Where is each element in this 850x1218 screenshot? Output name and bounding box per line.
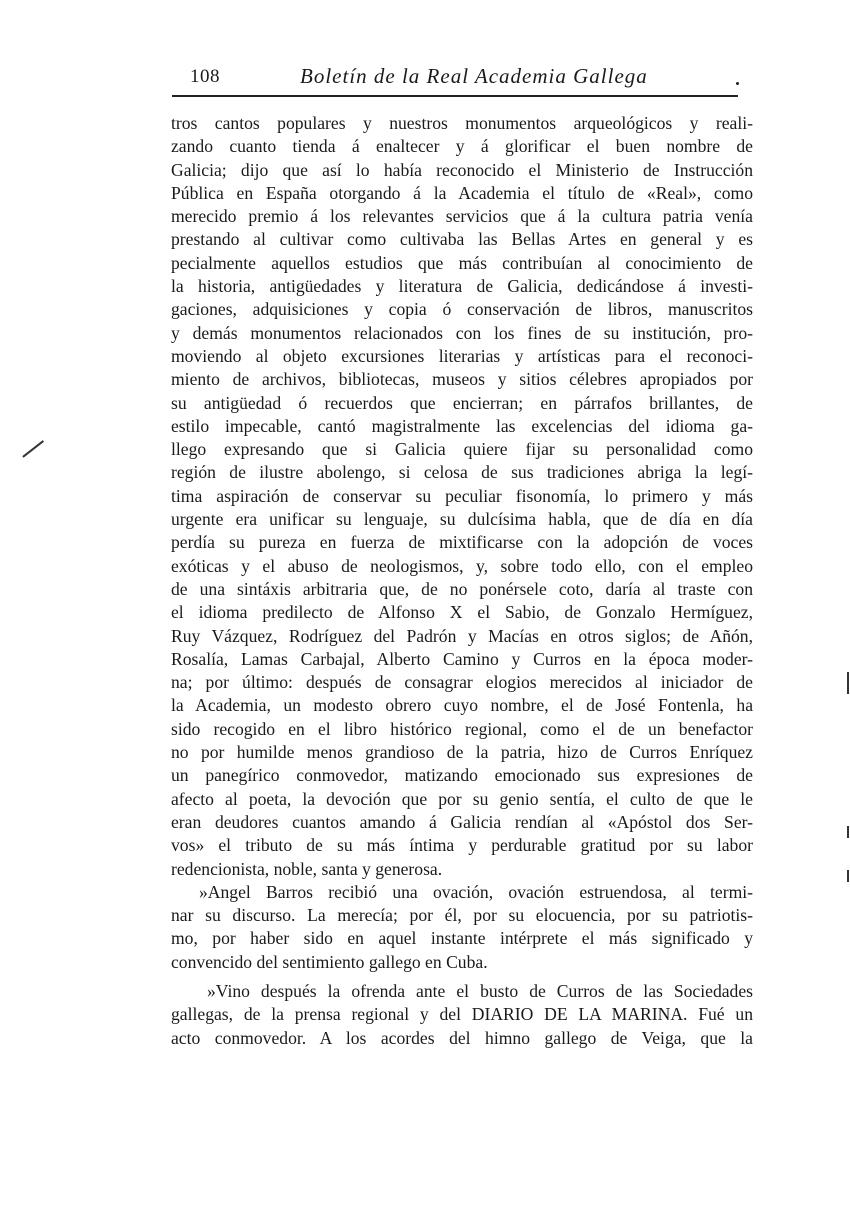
text-line: tros cantos populares y nuestros monumentos arqueológicos y reali-: [171, 113, 753, 133]
text-line: miento de archivos, bibliotecas, museos y sitios célebres apropiados por: [171, 369, 753, 390]
margin-tick: [847, 826, 849, 838]
text-line: na; por último: después de consagrar elogios merecidos al iniciador de: [171, 672, 753, 693]
text-line: redencionista, noble, santa y generosa.: [171, 858, 443, 879]
text-line: gallegas, de la prensa regional y del DIARIO DE LA MARINA. Fué un: [171, 1004, 753, 1025]
margin-tick: [847, 870, 849, 882]
text-line: pecialmente aquellos estudios que más contribuían al conocimiento de: [171, 252, 753, 273]
text-line: exóticas y el abuso de neologismos, y, sobre todo ello, con el empleo: [171, 555, 753, 576]
text-line: la Academia, un modesto obrero cuyo nombre, el de José Fontenla, ha: [171, 695, 753, 716]
text-line: moviendo al objeto excursiones literarias y artísticas para el reconoci-: [171, 345, 753, 366]
text-line: acto conmovedor. A los acordes del himno gallego de Veiga, que la: [171, 1027, 753, 1048]
text-line: estilo impecable, cantó magistralmente las excelencias del idioma ga-: [171, 415, 753, 436]
text-line: Galicia; dijo que así lo había reconocido el Ministerio de Instrucción: [171, 159, 753, 180]
text-line: vos» el tributo de su más íntima y perdurable gratitud por su labor: [171, 835, 753, 856]
header-rule: [172, 95, 738, 97]
page-header: [172, 62, 742, 92]
text-line: afecto al poeta, la devoción que por su genio sentía, el culto de que le: [171, 788, 753, 809]
text-line: y demás monumentos relacionados con los fines de su institución, pro-: [171, 322, 753, 343]
text-line: Pública en España otorgando á la Academia el título de «Real», como: [171, 182, 753, 203]
text-line: gaciones, adquisiciones y copia ó conservación de libros, manuscritos: [171, 299, 753, 320]
text-line: sido recogido en el libro histórico regional, como el de un benefactor: [171, 718, 753, 739]
text-line: mo, por haber sido en aquel instante intérprete el más significado y: [171, 928, 753, 949]
text-line: no por humilde menos grandioso de la patria, hizo de Curros Enríquez: [171, 742, 753, 763]
text-line: eran deudores cuantos amando á Galicia rendían al «Apóstol dos Ser-: [171, 811, 753, 832]
text-line: su antigüedad ó recuerdos que encierran; en párrafos brillantes, de: [171, 392, 753, 413]
page-number: 108: [190, 66, 220, 87]
text-line: prestando al cultivar como cultivaba las Bellas Artes en general y es: [171, 229, 753, 250]
text-line: perdía su pureza en fuerza de mixtificarse con la adopción de voces: [171, 532, 753, 553]
text-line: de una sintáxis arbitraria que, de no ponérsele coto, daría al traste con: [171, 578, 753, 599]
margin-tick: [847, 672, 849, 694]
text-line: la historia, antigüedades y literatura de Galicia, dedicándose á investi-: [171, 276, 753, 297]
text-line: Rosalía, Lamas Carbajal, Alberto Camino y Curros en la época moder-: [171, 648, 753, 669]
text-line: tima aspiración de conservar su peculiar fisonomía, lo primero y más: [171, 485, 753, 506]
text-line: Ruy Vázquez, Rodríguez del Padrón y Macías en otros siglos; de Añón,: [171, 625, 753, 646]
header-dot: [736, 82, 739, 85]
text-line: el idioma predilecto de Alfonso X el Sabio, de Gonzalo Hermíguez,: [171, 602, 753, 623]
margin-scratch: [22, 440, 43, 457]
text-line: región de ilustre abolengo, si celosa de sus tradiciones abriga la legí-: [171, 462, 753, 483]
text-line: un panegírico conmovedor, matizando emocionado sus expresiones de: [171, 765, 753, 786]
text-line: zando cuanto tienda á enaltecer y á glorificar el buen nombre de: [171, 136, 753, 157]
text-line: merecido premio á los relevantes servicios que á la cultura patria venía: [171, 206, 753, 227]
text-line: »Angel Barros recibió una ovación, ovación estruendosa, al termi-: [199, 881, 753, 902]
body-text: [171, 112, 753, 1050]
text-line: urgente era unificar su lenguaje, su dulcísima habla, que de día en día: [171, 509, 753, 530]
text-line: nar su discurso. La merecía; por él, por su elocuencia, por su patriotis-: [171, 905, 753, 926]
text-line: »Vino después la ofrenda ante el busto de Curros de las Sociedades: [207, 980, 753, 1001]
running-title: Boletín de la Real Academia Gallega: [300, 64, 648, 88]
text-line: convencido del sentimiento gallego en Cuba.: [171, 951, 488, 972]
text-line: llego expresando que si Galicia quiere fijar su personalidad como: [171, 439, 753, 460]
